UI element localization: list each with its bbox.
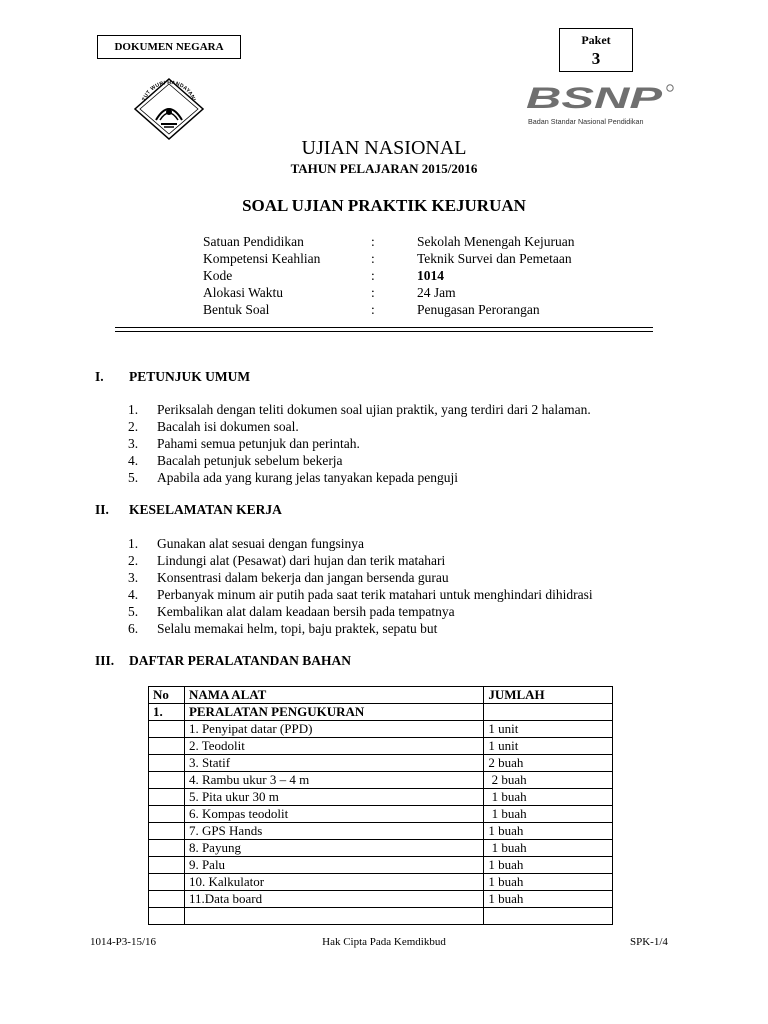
info-separator: : xyxy=(371,268,375,283)
section-title: DAFTAR PERALATANDAN BAHAN xyxy=(129,653,351,668)
section-number: III. xyxy=(95,653,115,668)
list-item: 6. Selalu memakai helm, topi, baju praktek, sepatu but xyxy=(128,621,438,636)
info-value: Sekolah Menengah Kejuruan xyxy=(417,234,575,249)
double-rule-bottom xyxy=(115,331,653,332)
bsnp-caption: Badan Standar Nasional Pendidikan xyxy=(528,117,644,126)
info-label: Kode xyxy=(203,268,233,283)
exam-info-block xyxy=(203,233,623,318)
footer-document-code: 1014-P3-15/16 xyxy=(90,936,156,948)
table-row: 8. Payung 1 buah xyxy=(149,840,613,857)
list-item: 2. Bacalah isi dokumen soal. xyxy=(128,419,299,434)
info-value: Penugasan Perorangan xyxy=(417,302,540,317)
info-separator: : xyxy=(371,251,375,266)
section-number: I. xyxy=(95,369,104,384)
bsnp-logo xyxy=(524,82,676,133)
info-row xyxy=(203,267,623,284)
work-safety-list xyxy=(128,535,688,637)
table-group-row xyxy=(149,704,613,721)
section-heading xyxy=(95,653,515,670)
info-separator: : xyxy=(371,302,375,317)
exam-title: UJIAN NASIONAL xyxy=(301,137,467,159)
list-item: 4. Bacalah petunjuk sebelum bekerja xyxy=(128,453,343,468)
ministry-emblem-logo xyxy=(134,78,204,145)
info-value: 24 Jam xyxy=(417,285,456,300)
group-number: 1. xyxy=(149,704,185,721)
table-row: 1. Penyipat datar (PPD) 1 unit xyxy=(149,721,613,738)
list-item: 5. Kembalikan alat dalam keadaan bersih pada tempatnya xyxy=(128,604,455,619)
section-title: PETUNJUK UMUM xyxy=(129,369,251,384)
equipment-table xyxy=(148,686,613,925)
section-heading xyxy=(95,369,495,386)
list-item: 2. Lindungi alat (Pesawat) dari hujan dan terik matahari xyxy=(128,553,446,568)
table-row: 5. Pita ukur 30 m 1 buah xyxy=(149,789,613,806)
info-label: Bentuk Soal xyxy=(203,302,270,317)
table-row: 10. Kalkulator 1 buah xyxy=(149,874,613,891)
list-item: 3. Pahami semua petunjuk dan perintah. xyxy=(128,436,360,451)
column-header: NAMA ALAT xyxy=(184,687,483,704)
group-name: PERALATAN PENGUKURAN xyxy=(184,704,483,721)
info-label: Satuan Pendidikan xyxy=(203,234,304,249)
section-heading xyxy=(95,502,495,519)
info-row xyxy=(203,301,623,318)
column-header: No xyxy=(149,687,185,704)
table-row: 2. Teodolit 1 unit xyxy=(149,738,613,755)
table-row: 7. GPS Hands 1 buah xyxy=(149,823,613,840)
table-empty-row xyxy=(149,908,613,925)
exam-subtitle: SOAL UJIAN PRAKTIK KEJURUAN xyxy=(242,196,526,215)
list-item: 1. Periksalah dengan teliti dokumen soal ujian praktik, yang terdiri dari 2 halaman. xyxy=(128,402,591,417)
footer-copyright: Hak Cipta Pada Kemdikbud xyxy=(322,936,446,948)
info-separator: : xyxy=(371,285,375,300)
bsnp-logo-text: BSNP xyxy=(526,82,664,115)
footer-page-number: SPK-1/4 xyxy=(630,936,668,948)
info-label: Kompetensi Keahlian xyxy=(203,251,321,266)
document-classification-label: DOKUMEN NEGARA xyxy=(97,35,241,59)
table-row: 4. Rambu ukur 3 – 4 m 2 buah xyxy=(149,772,613,789)
info-separator: : xyxy=(371,234,375,249)
emblem-ring-text: TUT WURI HANDAYANI xyxy=(141,79,197,103)
column-header: JUMLAH xyxy=(484,687,613,704)
info-row xyxy=(203,233,623,250)
double-rule-top xyxy=(115,327,653,328)
general-instructions-list xyxy=(128,401,668,486)
paket-box xyxy=(559,28,633,72)
table-row: 3. Statif 2 buah xyxy=(149,755,613,772)
info-row xyxy=(203,250,623,267)
list-item: 1. Gunakan alat sesuai dengan fungsinya xyxy=(128,536,364,551)
info-value: 1014 xyxy=(417,268,444,283)
table-header-row xyxy=(149,687,613,704)
info-value: Teknik Survei dan Pemetaan xyxy=(417,251,572,266)
list-item: 5. Apabila ada yang kurang jelas tanyakan kepada penguji xyxy=(128,470,459,485)
paket-number: 3 xyxy=(591,49,601,68)
paket-label: Paket xyxy=(581,33,611,47)
table-row: 11.Data board 1 buah xyxy=(149,891,613,908)
table-row: 9. Palu 1 buah xyxy=(149,857,613,874)
list-item: 3. Konsentrasi dalam bekerja dan jangan bersenda gurau xyxy=(128,570,449,585)
info-label: Alokasi Waktu xyxy=(203,285,284,300)
section-title: KESELAMATAN KERJA xyxy=(129,502,282,517)
section-number: II. xyxy=(95,502,109,517)
table-row: 6. Kompas teodolit 1 buah xyxy=(149,806,613,823)
academic-year: TAHUN PELAJARAN 2015/2016 xyxy=(290,161,478,176)
list-item: 4. Perbanyak minum air putih pada saat terik matahari untuk menghindari dihidrasi xyxy=(128,587,593,602)
info-row xyxy=(203,284,623,301)
